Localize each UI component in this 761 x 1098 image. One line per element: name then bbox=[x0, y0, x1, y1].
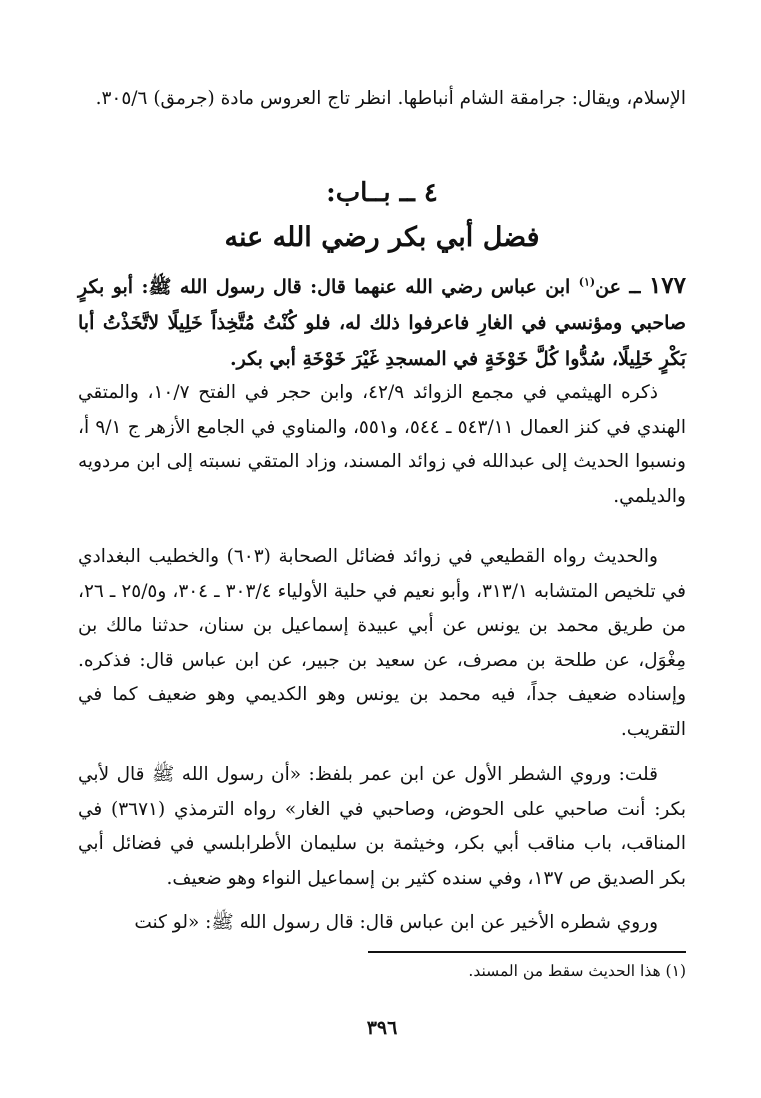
page-number: ٣٩٦ bbox=[366, 1017, 398, 1039]
hadith-body: ابن عباس رضي الله عنهما قال: قال رسول الله ﷺ: أبو بكرٍ صاحبي ومؤنسي في الغارِ فاعرفوا ذلك له، فلو كُنْتُ مُتَّخِذاً خَلِيلًا لاتَّخَذْتُ أبا بَكْرٍ خَلِيلًا، سُدُّوا كُلَّ خَوْخَةٍ في المسجدِ غَيْرَ خَوْخَةِ أبي بكر. bbox=[78, 276, 686, 370]
hadith-intro: ــ عن bbox=[595, 276, 649, 298]
commentary-paragraph-4: وروي شطره الأخير عن ابن عباس قال: قال رسول الله ﷺ: «لو كنت bbox=[134, 912, 658, 933]
hadith-number: ١٧٧ bbox=[648, 272, 686, 299]
intro-paragraph: الإسلام، ويقال: جرامقة الشام أنباطها. انظر تاج العروس مادة (جرمق) ٣٠٥/٦. bbox=[95, 88, 686, 109]
chapter-number: ٤ ــ بــاب: bbox=[326, 178, 438, 208]
footnote-marker: (١) bbox=[578, 275, 596, 289]
chapter-title: فضل أبي بكر رضي الله عنه bbox=[224, 222, 540, 253]
footnote: (١) هذا الحديث سقط من المسند. bbox=[468, 962, 686, 980]
commentary-paragraph-3: قلت: وروي الشطر الأول عن ابن عمر بلفظ: «أن رسول الله ﷺ قال لأبي بكر: أنت صاحبي على الحوض، وصاحبي في الغار» رواه الترمذي (٣٦٧١) في المناقب، باب مناقب أبي بكر، وخيثمة بن سليمان الأطرابلسي في فضائل أبي بكر الصديق ص ١٣٧، وفي سنده كثير بن إسماعيل النواء وهو ضعيف. bbox=[78, 764, 686, 889]
hadith-text bbox=[78, 268, 686, 377]
commentary-paragraph-1: ذكره الهيثمي في مجمع الزوائد ٤٢/٩، وابن حجر في الفتح ١٠/٧، والمتقي الهندي في كنز العمال ٥٤٣/١١ ـ ٥٤٤، و٥٥١، والمناوي في الجامع الأزهر ج ٩/١ أ، ونسبوا الحديث إلى عبدالله في زوائد المسند، وزاد المتقي نسبته إلى ابن مردويه والديلمي. bbox=[78, 382, 687, 507]
commentary-paragraph-2: والحديث رواه القطيعي في زوائد فضائل الصحابة (٦٠٣) والخطيب البغدادي في تلخيص المتشابه ٣١٣/١، وأبو نعيم في حلية الأولياء ٣٠٣/٤ ـ ٣٠٤، و٢٥/٥ ـ ٢٦، من طريق محمد بن يونس عن أبي عبيدة إسماعيل بن سنان، حدثنا مالك بن مِغْوَل، عن طلحة بن مصرف، عن سعيد بن جبير، عن ابن عباس قال: فذكره. وإسناده ضعيف جداً، فيه محمد بن يونس وهو الكديمي وهو ضعيف كما في التقريب. bbox=[78, 546, 686, 740]
footnote-separator bbox=[368, 951, 686, 953]
